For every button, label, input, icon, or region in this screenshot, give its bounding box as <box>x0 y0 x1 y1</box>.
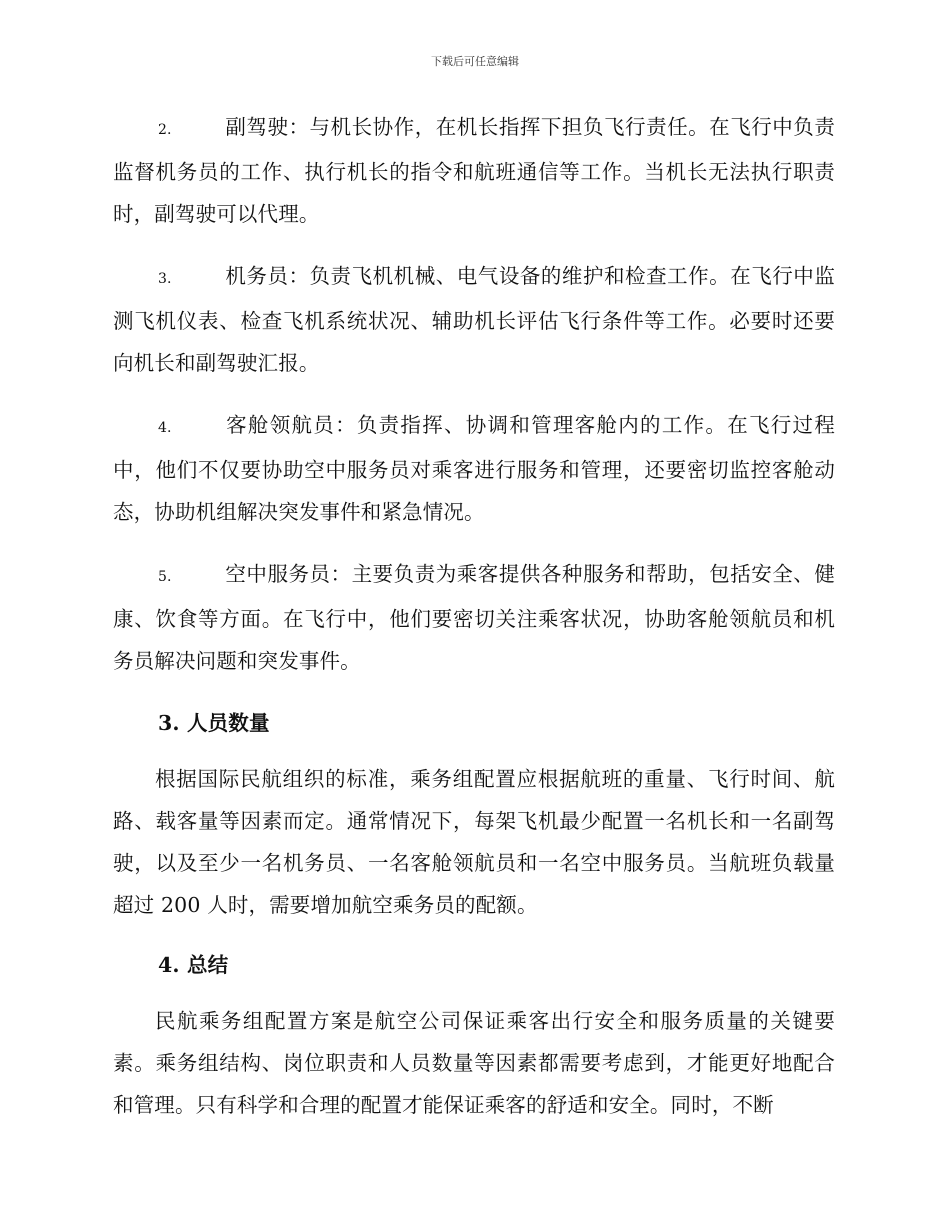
list-item <box>113 106 835 235</box>
document-body <box>113 106 835 1144</box>
section-paragraph-summary: 民航乘务组配置方案是航空公司保证乘客出行安全和服务质量的关键要素。乘务组结构、岗位职责和人员数量等因素都需要考虑到，才能更好地配合和管理。只有科学和合理的配置才能保证乘客的舒适和安全。同时，不断 <box>113 1009 835 1117</box>
list-item <box>113 255 835 384</box>
list-item-number: 4. <box>158 420 172 436</box>
section-heading-summary: 4. 总结 <box>158 953 229 977</box>
page-header: 下载后可任意编辑 <box>431 55 519 68</box>
list-item <box>113 404 835 533</box>
list-item-text: 机务员：负责飞机机械、电气设备的维护和检查工作。在飞行中监测飞机仪表、检查飞机系统状况、辅助机长评估飞行条件等工作。必要时还要向机长和副驾驶汇报。 <box>113 264 835 375</box>
list-item-text: 副驾驶：与机长协作，在机长指挥下担负飞行责任。在飞行中负责监督机务员的工作、执行机长的指令和航班通信等工作。当机长无法执行职责时，副驾驶可以代理。 <box>113 115 835 226</box>
list-item-text: 客舱领航员：负责指挥、协调和管理客舱内的工作。在飞行过程中，他们不仅要协助空中服务员对乘客进行服务和管理，还要密切监控客舱动态，协助机组解决突发事件和紧急情况。 <box>113 413 835 524</box>
list-item-number: 5. <box>158 569 172 585</box>
section-heading-staffing: 3. 人员数量 <box>158 711 270 735</box>
list-item-number: 3. <box>158 271 172 287</box>
list-item-number: 2. <box>158 122 172 138</box>
list-item-text: 空中服务员：主要负责为乘客提供各种服务和帮助，包括安全、健康、饮食等方面。在飞行中，他们要密切关注乘客状况，协助客舱领航员和机务员解决问题和突发事件。 <box>113 562 835 673</box>
list-item <box>113 553 835 682</box>
section-paragraph-staffing: 根据国际民航组织的标准，乘务组配置应根据航班的重量、飞行时间、航路、载客量等因素而定。通常情况下，每架飞机最少配置一名机长和一名副驾驶，以及至少一名机务员、一名客舱领航员和一名空中服务员。当航班负载量超过 200 人时，需要增加航空乘务员的配额。 <box>113 767 835 917</box>
